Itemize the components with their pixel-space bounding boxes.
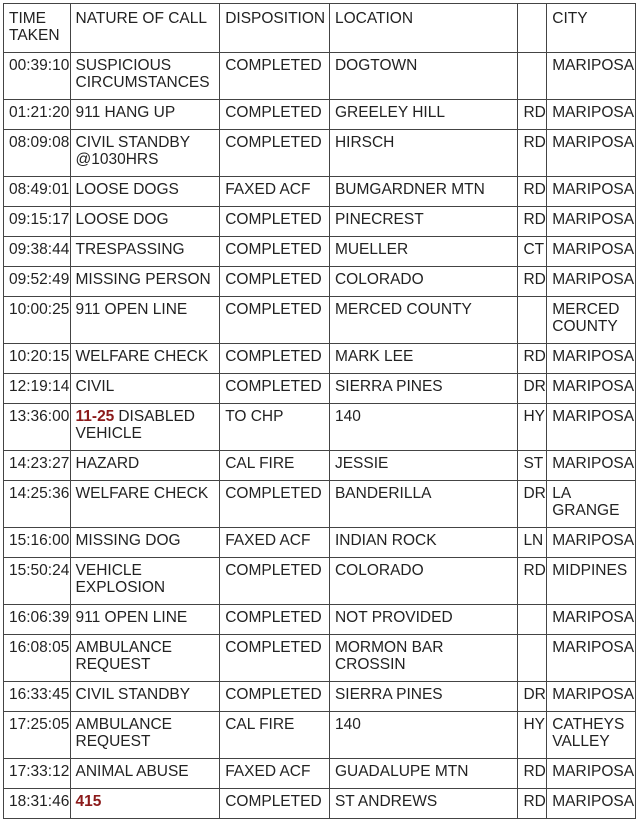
cell-street-suffix: RD bbox=[518, 267, 547, 297]
cell-time-taken: 12:19:14 bbox=[4, 374, 71, 404]
cell-nature-of-call bbox=[70, 130, 220, 177]
cell-nature-of-call bbox=[70, 344, 220, 374]
header-city: CITY bbox=[547, 4, 636, 53]
cell-disposition: COMPLETED bbox=[220, 558, 330, 605]
cell-city: MARIPOSA bbox=[547, 528, 636, 558]
table-row bbox=[4, 177, 636, 207]
header-location: LOCATION bbox=[329, 4, 517, 53]
call-nature: ANIMAL ABUSE bbox=[75, 763, 189, 780]
cell-location: BUMGARDNER MTN bbox=[329, 177, 517, 207]
cell-time-taken: 10:20:15 bbox=[4, 344, 71, 374]
cell-city: MERCED COUNTY bbox=[547, 297, 636, 344]
call-nature: MISSING DOG bbox=[75, 532, 181, 549]
cell-nature-of-call bbox=[70, 53, 220, 100]
cell-location: 140 bbox=[329, 712, 517, 759]
cell-disposition: COMPLETED bbox=[220, 344, 330, 374]
call-nature: WELFARE CHECK bbox=[75, 348, 209, 365]
table-row bbox=[4, 344, 636, 374]
cell-nature-of-call bbox=[70, 635, 220, 682]
table-row bbox=[4, 237, 636, 267]
call-nature: AMBULANCE REQUEST bbox=[75, 639, 172, 673]
cell-location: MARK LEE bbox=[329, 344, 517, 374]
cell-street-suffix: RD bbox=[518, 207, 547, 237]
cell-nature-of-call bbox=[70, 558, 220, 605]
cell-street-suffix: RD bbox=[518, 789, 547, 819]
cell-location: GREELEY HILL bbox=[329, 100, 517, 130]
cell-time-taken: 15:16:00 bbox=[4, 528, 71, 558]
cell-disposition: COMPLETED bbox=[220, 605, 330, 635]
cell-city: MARIPOSA bbox=[547, 207, 636, 237]
cell-location: 140 bbox=[329, 404, 517, 451]
cell-disposition: COMPLETED bbox=[220, 100, 330, 130]
table-row bbox=[4, 53, 636, 100]
cell-disposition: COMPLETED bbox=[220, 237, 330, 267]
cell-disposition: COMPLETED bbox=[220, 130, 330, 177]
call-code: 11-25 bbox=[75, 408, 115, 425]
call-nature: CIVIL STANDBY bbox=[75, 686, 191, 703]
cell-street-suffix: RD bbox=[518, 177, 547, 207]
call-nature: LOOSE DOG bbox=[75, 211, 169, 228]
cell-time-taken: 00:39:10 bbox=[4, 53, 71, 100]
cell-location: MERCED COUNTY bbox=[329, 297, 517, 344]
cell-disposition: COMPLETED bbox=[220, 481, 330, 528]
cell-nature-of-call bbox=[70, 237, 220, 267]
cell-nature-of-call bbox=[70, 451, 220, 481]
table-row bbox=[4, 558, 636, 605]
cell-city: MARIPOSA bbox=[547, 53, 636, 100]
cell-disposition: CAL FIRE bbox=[220, 451, 330, 481]
cell-location: NOT PROVIDED bbox=[329, 605, 517, 635]
cell-street-suffix: RD bbox=[518, 100, 547, 130]
header-nature-of-call: NATURE OF CALL bbox=[70, 4, 220, 53]
cell-disposition: COMPLETED bbox=[220, 207, 330, 237]
cell-nature-of-call bbox=[70, 100, 220, 130]
cell-location: SIERRA PINES bbox=[329, 374, 517, 404]
cell-location: COLORADO bbox=[329, 558, 517, 605]
call-nature: CIVIL STANDBY @1030HRS bbox=[75, 134, 190, 168]
cell-street-suffix: HY bbox=[518, 404, 547, 451]
cell-disposition: COMPLETED bbox=[220, 789, 330, 819]
cell-location: HIRSCH bbox=[329, 130, 517, 177]
call-nature: HAZARD bbox=[75, 455, 140, 472]
cell-nature-of-call bbox=[70, 374, 220, 404]
cell-disposition: COMPLETED bbox=[220, 267, 330, 297]
call-log-table bbox=[3, 3, 636, 819]
cell-street-suffix: RD bbox=[518, 558, 547, 605]
cell-disposition: FAXED ACF bbox=[220, 528, 330, 558]
cell-city: CATHEYS VALLEY bbox=[547, 712, 636, 759]
cell-time-taken: 09:52:49 bbox=[4, 267, 71, 297]
cell-city: MARIPOSA bbox=[547, 100, 636, 130]
table-row bbox=[4, 712, 636, 759]
cell-location: MUELLER bbox=[329, 237, 517, 267]
cell-time-taken: 16:33:45 bbox=[4, 682, 71, 712]
call-nature: SUSPICIOUS CIRCUMSTANCES bbox=[75, 57, 210, 91]
cell-location: GUADALUPE MTN bbox=[329, 759, 517, 789]
cell-city: MARIPOSA bbox=[547, 344, 636, 374]
cell-disposition: COMPLETED bbox=[220, 53, 330, 100]
cell-location: JESSIE bbox=[329, 451, 517, 481]
cell-city: MARIPOSA bbox=[547, 789, 636, 819]
cell-location: ST ANDREWS bbox=[329, 789, 517, 819]
header-row bbox=[4, 4, 636, 53]
cell-city: MARIPOSA bbox=[547, 177, 636, 207]
cell-city: MARIPOSA bbox=[547, 237, 636, 267]
header-street-suffix bbox=[518, 4, 547, 53]
cell-nature-of-call bbox=[70, 207, 220, 237]
cell-disposition: FAXED ACF bbox=[220, 177, 330, 207]
cell-disposition: FAXED ACF bbox=[220, 759, 330, 789]
table-row bbox=[4, 451, 636, 481]
cell-street-suffix: LN bbox=[518, 528, 547, 558]
table-row bbox=[4, 297, 636, 344]
cell-time-taken: 10:00:25 bbox=[4, 297, 71, 344]
table-row bbox=[4, 267, 636, 297]
cell-nature-of-call bbox=[70, 759, 220, 789]
call-nature: WELFARE CHECK bbox=[75, 485, 209, 502]
cell-city: MARIPOSA bbox=[547, 682, 636, 712]
cell-street-suffix: RD bbox=[518, 344, 547, 374]
cell-disposition: TO CHP bbox=[220, 404, 330, 451]
cell-city: MARIPOSA bbox=[547, 267, 636, 297]
cell-time-taken: 14:25:36 bbox=[4, 481, 71, 528]
header-time-taken: TIME TAKEN bbox=[4, 4, 71, 53]
cell-disposition: COMPLETED bbox=[220, 374, 330, 404]
cell-city: MARIPOSA bbox=[547, 635, 636, 682]
table-row bbox=[4, 374, 636, 404]
cell-nature-of-call bbox=[70, 682, 220, 712]
cell-nature-of-call bbox=[70, 528, 220, 558]
cell-nature-of-call bbox=[70, 712, 220, 759]
cell-time-taken: 17:33:12 bbox=[4, 759, 71, 789]
cell-city: MARIPOSA bbox=[547, 451, 636, 481]
cell-street-suffix: RD bbox=[518, 759, 547, 789]
cell-time-taken: 08:09:08 bbox=[4, 130, 71, 177]
cell-time-taken: 16:08:05 bbox=[4, 635, 71, 682]
cell-street-suffix: CT bbox=[518, 237, 547, 267]
cell-location: SIERRA PINES bbox=[329, 682, 517, 712]
cell-street-suffix: RD bbox=[518, 130, 547, 177]
cell-time-taken: 08:49:01 bbox=[4, 177, 71, 207]
cell-time-taken: 01:21:20 bbox=[4, 100, 71, 130]
cell-nature-of-call bbox=[70, 404, 220, 451]
cell-city: MARIPOSA bbox=[547, 130, 636, 177]
table-row bbox=[4, 528, 636, 558]
cell-time-taken: 16:06:39 bbox=[4, 605, 71, 635]
cell-street-suffix bbox=[518, 605, 547, 635]
cell-city: MARIPOSA bbox=[547, 759, 636, 789]
cell-nature-of-call bbox=[70, 177, 220, 207]
cell-location: INDIAN ROCK bbox=[329, 528, 517, 558]
cell-disposition: CAL FIRE bbox=[220, 712, 330, 759]
cell-nature-of-call bbox=[70, 297, 220, 344]
cell-nature-of-call bbox=[70, 789, 220, 819]
cell-time-taken: 14:23:27 bbox=[4, 451, 71, 481]
cell-street-suffix: HY bbox=[518, 712, 547, 759]
call-nature: TRESPASSING bbox=[75, 241, 185, 258]
cell-street-suffix bbox=[518, 53, 547, 100]
table-row bbox=[4, 100, 636, 130]
table-row bbox=[4, 404, 636, 451]
table-row bbox=[4, 759, 636, 789]
call-nature: VEHICLE EXPLOSION bbox=[75, 562, 166, 596]
cell-street-suffix bbox=[518, 297, 547, 344]
header-disposition: DISPOSITION bbox=[220, 4, 330, 53]
cell-disposition: COMPLETED bbox=[220, 682, 330, 712]
cell-nature-of-call bbox=[70, 481, 220, 528]
cell-time-taken: 17:25:05 bbox=[4, 712, 71, 759]
cell-city: LA GRANGE bbox=[547, 481, 636, 528]
cell-time-taken: 18:31:46 bbox=[4, 789, 71, 819]
call-nature: AMBULANCE REQUEST bbox=[75, 716, 172, 750]
cell-city: MARIPOSA bbox=[547, 605, 636, 635]
cell-street-suffix: DR bbox=[518, 481, 547, 528]
table-row bbox=[4, 789, 636, 819]
cell-nature-of-call bbox=[70, 605, 220, 635]
call-nature: LOOSE DOGS bbox=[75, 181, 179, 198]
cell-time-taken: 09:38:44 bbox=[4, 237, 71, 267]
cell-location: DOGTOWN bbox=[329, 53, 517, 100]
call-nature: CIVIL bbox=[75, 378, 115, 395]
table-row bbox=[4, 682, 636, 712]
call-nature: 911 HANG UP bbox=[75, 104, 176, 121]
call-nature: DISABLED VEHICLE bbox=[75, 408, 195, 442]
call-nature: MISSING PERSON bbox=[75, 271, 211, 288]
table-row bbox=[4, 130, 636, 177]
cell-street-suffix: DR bbox=[518, 374, 547, 404]
cell-time-taken: 13:36:00 bbox=[4, 404, 71, 451]
cell-location: COLORADO bbox=[329, 267, 517, 297]
table-row bbox=[4, 605, 636, 635]
cell-location: MORMON BAR CROSSIN bbox=[329, 635, 517, 682]
table-row bbox=[4, 635, 636, 682]
cell-street-suffix bbox=[518, 635, 547, 682]
cell-location: BANDERILLA bbox=[329, 481, 517, 528]
table-row bbox=[4, 481, 636, 528]
cell-city: MARIPOSA bbox=[547, 374, 636, 404]
cell-street-suffix: ST bbox=[518, 451, 547, 481]
cell-location: PINECREST bbox=[329, 207, 517, 237]
cell-disposition: COMPLETED bbox=[220, 297, 330, 344]
cell-time-taken: 15:50:24 bbox=[4, 558, 71, 605]
call-code: 415 bbox=[75, 793, 102, 810]
cell-street-suffix: DR bbox=[518, 682, 547, 712]
call-nature: 911 OPEN LINE bbox=[75, 301, 188, 318]
cell-city: MIDPINES bbox=[547, 558, 636, 605]
table-row bbox=[4, 207, 636, 237]
call-nature: 911 OPEN LINE bbox=[75, 609, 188, 626]
cell-city: MARIPOSA bbox=[547, 404, 636, 451]
cell-time-taken: 09:15:17 bbox=[4, 207, 71, 237]
cell-nature-of-call bbox=[70, 267, 220, 297]
cell-disposition: COMPLETED bbox=[220, 635, 330, 682]
